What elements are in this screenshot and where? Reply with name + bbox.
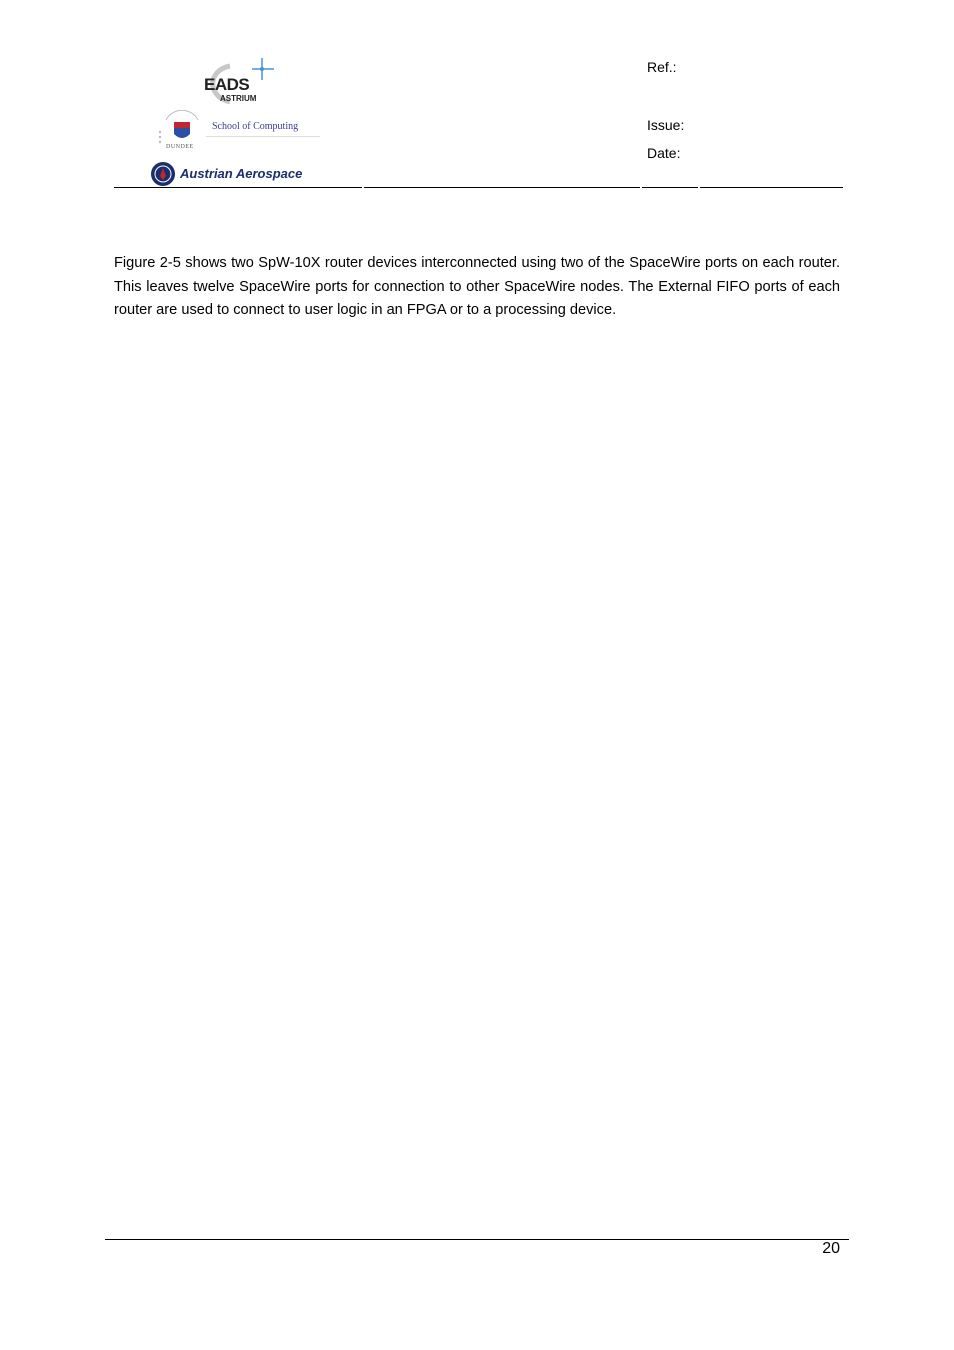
eads-logo-text: EADS — [204, 75, 250, 94]
eads-astrium-logo — [200, 56, 280, 106]
issue-label: Issue: — [647, 117, 685, 133]
header-rule-segment — [642, 187, 698, 188]
roundel-icon — [150, 160, 178, 188]
header-rule-segment — [700, 187, 843, 188]
footer-rule — [105, 1239, 849, 1240]
date-label: Date: — [647, 145, 681, 161]
ref-label: Ref.: — [647, 59, 677, 75]
austrian-aerospace-logo — [150, 160, 340, 188]
astrium-logo-text: ASTRIUM — [220, 94, 257, 103]
dundee-school-of-computing-logo — [152, 110, 332, 156]
header-rule-segment — [114, 187, 362, 188]
logo-underline — [206, 136, 320, 137]
school-of-computing-text: School of Computing — [212, 121, 299, 132]
page-number: 20 — [822, 1240, 840, 1257]
header-rule-segment — [364, 187, 640, 188]
austrian-aerospace-text: Austrian Aerospace — [180, 166, 303, 181]
body-paragraph: Figure 2-5 shows two SpW-10X router devices interconnected using two of the SpaceWire ports on each router. This leaves twelve SpaceWire ports for connection to other SpaceWire nodes. The External FIFO ports of each router are used to connect to user logic in an FPGA or to a processing device. — [114, 255, 840, 319]
dundee-text: DUNDEE — [166, 144, 194, 150]
